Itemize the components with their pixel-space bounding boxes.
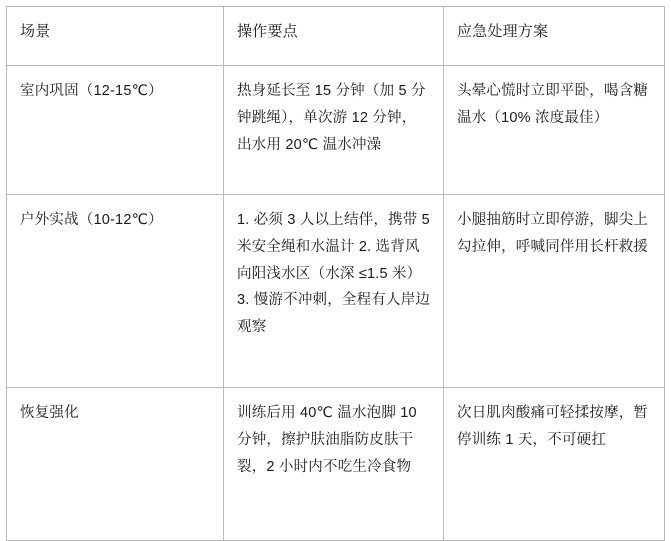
cell-key-points-text: 热身延长至 15 分钟（加 5 分钟跳绳），单次游 12 分钟，出水用 20℃ 温水冲澡 — [237, 83, 426, 153]
column-header-emergency — [444, 7, 665, 66]
cell-key-points — [224, 195, 444, 388]
column-header-scene — [7, 7, 224, 66]
table-row — [7, 66, 665, 195]
cell-key-points — [224, 66, 444, 195]
cell-emergency — [444, 195, 665, 388]
cell-scene-text: 室内巩固（12-15℃） — [20, 83, 163, 99]
column-header-scene-label: 场景 — [20, 23, 51, 40]
column-header-emergency-label: 应急处理方案 — [457, 23, 549, 40]
training-guidelines-table — [6, 6, 665, 541]
cell-scene — [7, 66, 224, 195]
cell-emergency — [444, 66, 665, 195]
cell-key-points-text: 1. 必须 3 人以上结伴，携带 5 米安全绳和水温计 2. 选背风向阳浅水区（水深 ≤1.5 米）3. 慢游不冲刺，全程有人岸边观察 — [237, 212, 435, 336]
cell-emergency-text: 头晕心慌时立即平卧，喝含糖温水（10% 浓度最佳） — [457, 83, 649, 126]
cell-emergency-text: 次日肌肉酸痛可轻揉按摩，暂停训练 1 天，不可硬扛 — [457, 405, 649, 448]
cell-scene-text: 户外实战（10-12℃） — [20, 212, 163, 228]
cell-key-points-text: 训练后用 40℃ 温水泡脚 10 分钟，擦护肤油脂防皮肤干裂，2 小时内不吃生冷食物 — [237, 405, 422, 475]
table-row — [7, 195, 665, 388]
cell-emergency-text: 小腿抽筋时立即停游，脚尖上勾拉伸，呼喊同伴用长杆救援 — [457, 212, 649, 255]
column-header-key-points-label: 操作要点 — [237, 23, 298, 40]
column-header-key-points — [224, 7, 444, 66]
table-header-row — [7, 7, 665, 66]
cell-scene — [7, 195, 224, 388]
cell-scene-text: 恢复强化 — [20, 405, 79, 421]
